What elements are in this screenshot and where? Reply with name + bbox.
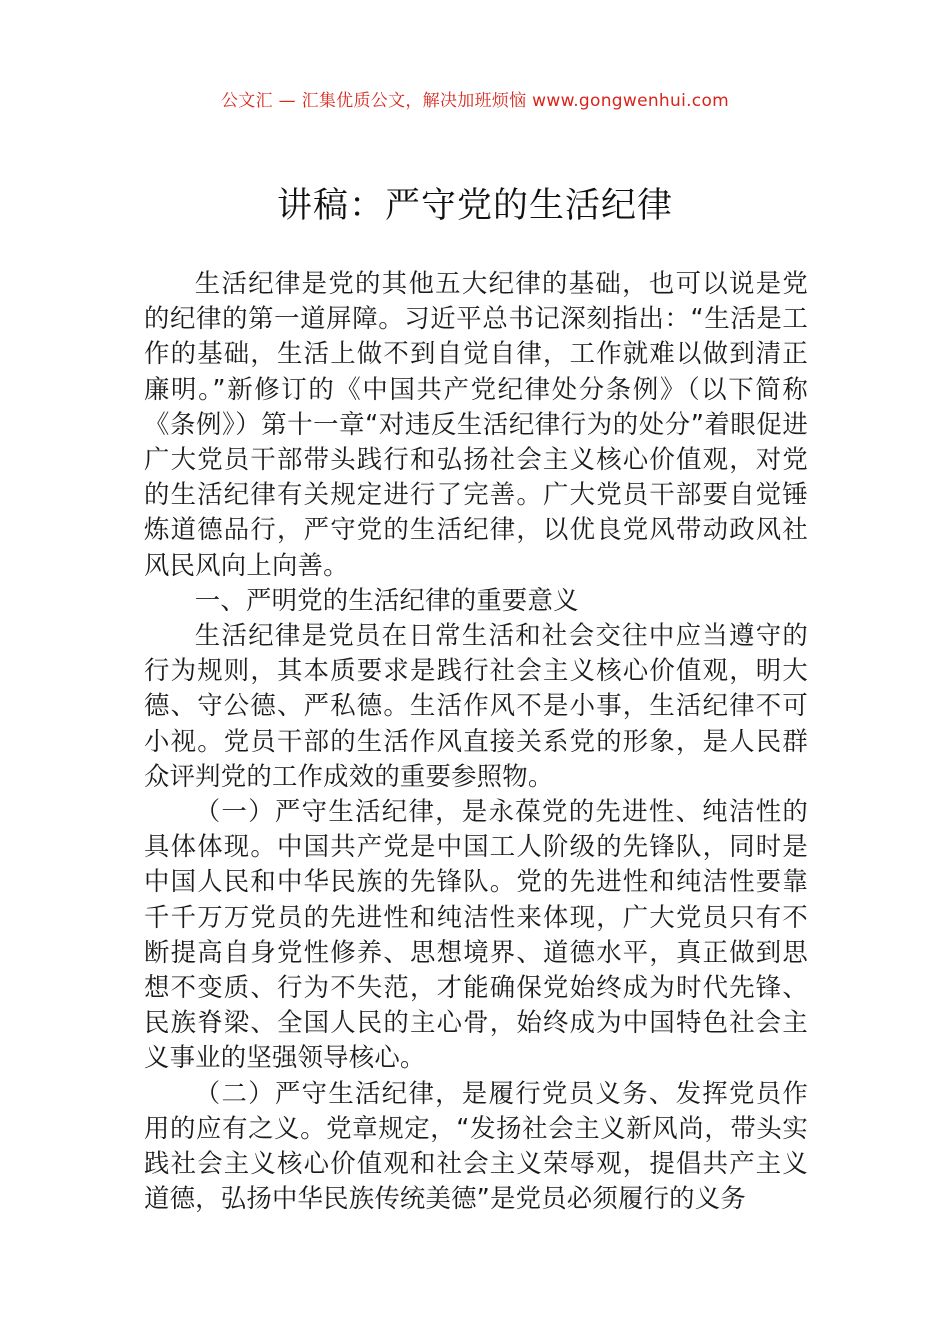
section-heading-1: 一、严明党的生活纪律的重要意义 [194,584,579,615]
site-banner[interactable]: 公文汇 — 汇集优质公文，解决加班烦恼 www.gongwenhui.com [220,91,730,111]
paragraph-intro: 生活纪律是党的其他五大纪律的基础，也可以说是党的纪律的第一道屏障。习近平总书记深刻指出：“生活是工作的基础，生活上做不到自觉自律，工作就难以做到清正廉明。”新修订的《中国共产党纪律处分条例》（以下简称《条例》）第十一章“对违反生活纪律行为的处分”着眼促进广大党员干部带头践行和弘扬社会主义核心价值观，对党的生活纪律有关规定进行了完善。广大党员干部要自觉锤炼道德品行，严守党的生活纪律，以优良党风带动政风社风民风向上向善。 [144,268,808,580]
document-body [144,266,808,1216]
paragraph-section-1: 生活纪律是党员在日常生活和社会交往中应当遵守的行为规则，其本质要求是践行社会主义核心价值观，明大德、守公德、严私德。生活作风不是小事，生活纪律不可小视。党员干部的生活作风直接关系党的形象，是人民群众评判党的工作成效的重要参照物。 [144,620,808,791]
paragraph-point-2: （二）严守生活纪律，是履行党员义务、发挥党员作用的应有之义。党章规定，“发扬社会主义新风尚，带头实践社会主义核心价值观和社会主义荣辱观，提倡共产主义道德，弘扬中华民族传统美德”是党员必须履行的义务 [144,1077,808,1214]
document-title: 讲稿：严守党的生活纪律 [276,186,673,226]
paragraph-point-1: （一）严守生活纪律，是永葆党的先进性、纯洁性的具体体现。中国共产党是中国工人阶级的先锋队，同时是中国人民和中华民族的先锋队。党的先进性和纯洁性要靠千千万万党员的先进性和纯洁性来体现，广大党员只有不断提高自身党性修养、思想境界、道德水平，真正做到思想不变质、行为不失范，才能确保党始终成为时代先锋、民族脊梁、全国人民的主心骨，始终成为中国特色社会主义事业的坚强领导核心。 [144,796,808,1073]
